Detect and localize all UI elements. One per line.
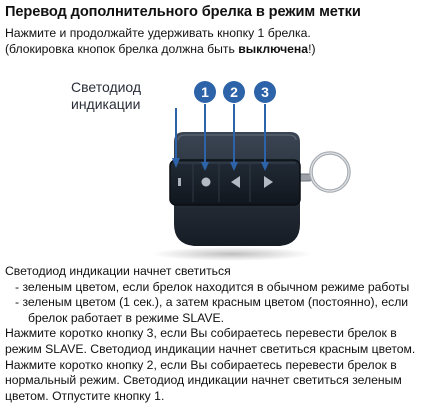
- led-label-line-2: индикации: [71, 96, 141, 112]
- callout-1-number: 1: [201, 84, 209, 100]
- intro-line-2-end: !): [308, 42, 316, 56]
- fob-shadow: [152, 247, 312, 261]
- intro-line-1: Нажмите и продолжайте удерживать кнопку 1 брелка.: [5, 26, 311, 40]
- callout-2: [223, 81, 245, 103]
- intro-bold-word: выключена: [238, 42, 309, 56]
- instruction-line-8: нормальный режим. Светодиод индикации начнет светиться зеленым: [5, 373, 402, 388]
- callout-1: [194, 81, 216, 103]
- instruction-line-4: брелок работает в режиме SLAVE.: [28, 310, 225, 325]
- led-label-line-1: Светодиод: [71, 79, 142, 95]
- button-1-dot-icon: [202, 178, 211, 187]
- key-fob-illustration: [0, 62, 429, 262]
- instruction-line-2: - зеленым цветом, если брелок находится в обычном режиме работы: [15, 279, 410, 294]
- instruction-line-3: - зеленым цветом (1 сек.), а затем красным цветом (постоянно), если: [15, 295, 409, 310]
- callout-3-number: 3: [261, 84, 269, 100]
- instruction-line-6: режим SLAVE. Светодиод индикации начнет светиться красным цветом.: [5, 341, 416, 356]
- instruction-line-9: цветом. Отпустите кнопку 1.: [5, 388, 165, 403]
- intro-line-2: [5, 41, 316, 57]
- instruction-line-1: Светодиод индикации начнет светиться: [5, 264, 231, 278]
- callout-3: [254, 81, 276, 103]
- led-indicator-label: [71, 79, 141, 113]
- intro-line-2-start: (блокировка кнопок брелка должна быть: [5, 42, 239, 56]
- instruction-line-5: Нажмите коротко кнопку 3, если Вы собираетесь перевести брелок в: [5, 326, 397, 341]
- instructions-text: [5, 264, 415, 404]
- callout-2-number: 2: [230, 84, 238, 100]
- instruction-line-7: Нажмите коротко кнопку 2, если Вы собираетесь перевести брелок в: [5, 357, 397, 372]
- page-title: Перевод дополнительного брелка в режим метки: [5, 4, 361, 20]
- led-indicator-icon: [178, 178, 181, 186]
